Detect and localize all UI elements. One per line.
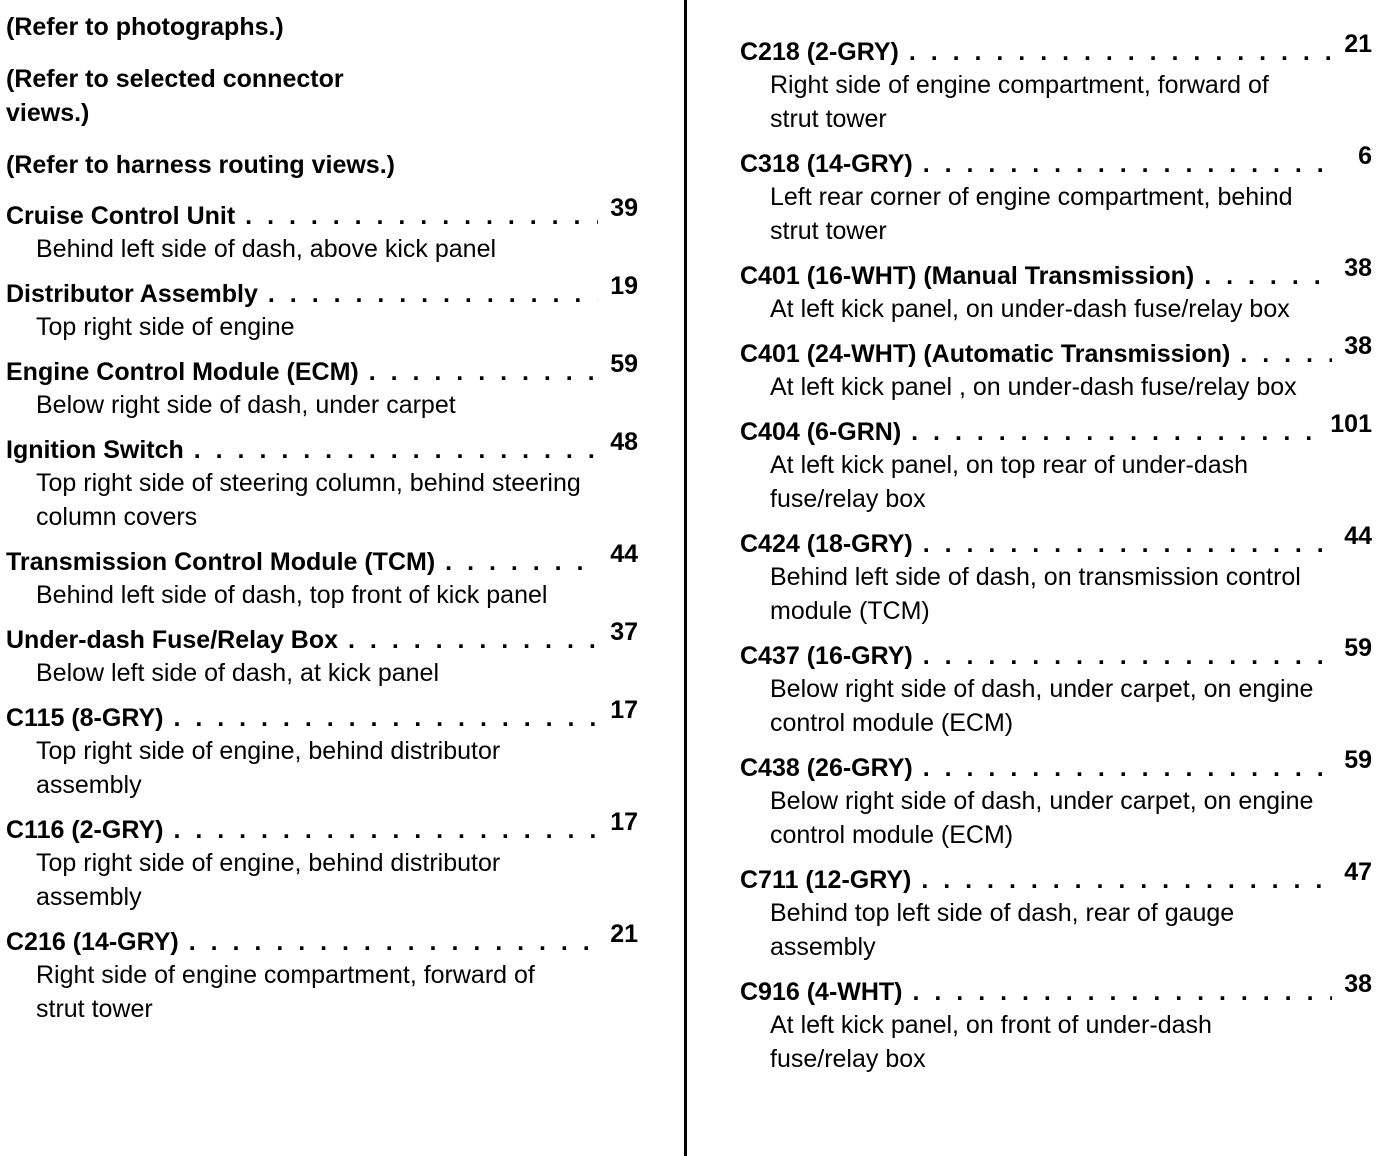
page-number: 38 <box>1344 254 1372 282</box>
left-column <box>6 0 638 1038</box>
index-entry <box>6 350 638 422</box>
index-entry <box>740 410 1372 516</box>
location-description: At left kick panel, on top rear of under-dash fuse/relay box <box>770 451 1249 513</box>
page-number: 59 <box>1344 634 1372 662</box>
location-description: Behind top left side of dash, rear of gauge assembly <box>770 899 1235 961</box>
location-description: At left kick panel, on front of under-dash fuse/relay box <box>770 1011 1212 1073</box>
index-entry <box>740 634 1372 740</box>
dot-leader <box>268 278 598 310</box>
location-description: At left kick panel , on under-dash fuse/relay box <box>770 373 1297 401</box>
index-entry <box>740 522 1372 628</box>
component-name: C437 (16-GRY) <box>740 642 913 670</box>
component-name: C216 (14-GRY) <box>6 928 179 956</box>
location-description: Top right side of steering column, behind steering column covers <box>36 469 581 531</box>
index-entry <box>6 272 638 344</box>
entry-heading <box>740 522 1372 560</box>
entry-heading <box>6 920 638 958</box>
component-name: C916 (4-WHT) <box>740 978 903 1006</box>
index-entry <box>740 332 1372 404</box>
entry-heading <box>6 428 638 466</box>
left-entry-list <box>6 194 638 1026</box>
entry-heading <box>740 142 1372 180</box>
entry-heading <box>740 970 1372 1008</box>
page-number: 21 <box>1344 30 1372 58</box>
entry-heading <box>6 618 638 656</box>
component-name: C401 (16-WHT) (Manual Transmission) <box>740 262 1195 290</box>
entry-heading <box>6 540 638 578</box>
component-name: Cruise Control Unit <box>6 202 236 230</box>
index-entry <box>740 746 1372 852</box>
location-description: Behind left side of dash, on transmission control module (TCM) <box>770 563 1301 625</box>
component-name: Ignition Switch <box>6 436 184 464</box>
index-entry <box>6 194 638 266</box>
component-name: C318 (14-GRY) <box>740 150 913 178</box>
dot-leader <box>923 528 1332 560</box>
dot-leader <box>923 148 1332 180</box>
component-name: C115 (8-GRY) <box>6 704 164 732</box>
entry-heading <box>740 746 1372 784</box>
dot-leader <box>445 546 598 578</box>
page-number: 39 <box>610 194 638 222</box>
component-name: Transmission Control Module (TCM) <box>6 548 436 576</box>
page-number: 38 <box>1344 970 1372 998</box>
dot-leader <box>921 864 1332 896</box>
location-description: Below left side of dash, at kick panel <box>36 659 440 687</box>
index-entry <box>6 540 638 612</box>
component-name: C404 (6-GRN) <box>740 418 902 446</box>
dot-leader <box>1204 260 1332 292</box>
index-entry <box>740 30 1372 136</box>
component-name: C116 (2-GRY) <box>6 816 164 844</box>
location-description: Right side of engine compartment, forward of strut tower <box>770 71 1269 133</box>
entry-heading <box>6 696 638 734</box>
entry-heading <box>740 332 1372 370</box>
dot-leader <box>173 702 598 734</box>
location-description: Left rear corner of engine compartment, behind strut tower <box>770 183 1293 245</box>
component-name: C401 (24-WHT) (Automatic Transmission) <box>740 340 1231 368</box>
index-entry <box>740 254 1372 326</box>
page-number: 59 <box>610 350 638 378</box>
page-number: 59 <box>1344 746 1372 774</box>
component-name: C218 (2-GRY) <box>740 38 899 66</box>
page-number: 17 <box>610 808 638 836</box>
entry-heading <box>6 808 638 846</box>
dot-leader <box>369 356 598 388</box>
dot-leader <box>194 434 598 466</box>
dot-leader <box>173 814 598 846</box>
page-number: 101 <box>1330 410 1372 438</box>
ref-photographs: (Refer to photographs.) <box>6 13 284 41</box>
location-description: Behind left side of dash, above kick panel <box>36 235 497 263</box>
location-description: Below right side of dash, under carpet, on engine control module (ECM) <box>770 787 1314 849</box>
component-name: Engine Control Module (ECM) <box>6 358 359 386</box>
page-number: 44 <box>610 540 638 568</box>
location-description: At left kick panel, on under-dash fuse/relay box <box>770 295 1290 323</box>
page-number: 44 <box>1344 522 1372 550</box>
page-number: 21 <box>610 920 638 948</box>
component-name: C424 (18-GRY) <box>740 530 913 558</box>
dot-leader <box>923 640 1332 672</box>
page-number: 38 <box>1344 332 1372 360</box>
index-entry <box>6 428 638 534</box>
location-description: Top right side of engine, behind distributor assembly <box>36 737 501 799</box>
entry-heading <box>740 254 1372 292</box>
dot-leader <box>189 926 598 958</box>
ref-harness-routing: (Refer to harness routing views.) <box>6 151 395 179</box>
entry-heading <box>740 410 1372 448</box>
component-name: C711 (12-GRY) <box>740 866 912 894</box>
right-entry-list <box>740 30 1372 1076</box>
index-entry <box>740 970 1372 1076</box>
index-entry <box>6 808 638 914</box>
index-entry <box>6 920 638 1026</box>
ref-connector-views: (Refer to selected connector views.) <box>6 65 344 127</box>
location-description: Right side of engine compartment, forward of strut tower <box>36 961 535 1023</box>
index-entry <box>6 696 638 802</box>
dot-leader <box>911 416 1320 448</box>
page-number: 47 <box>1344 858 1372 886</box>
dot-leader <box>348 624 598 656</box>
dot-leader <box>1240 338 1332 370</box>
page-number: 19 <box>610 272 638 300</box>
right-column <box>740 0 1372 1088</box>
index-entry <box>6 618 638 690</box>
page-number: 37 <box>610 618 638 646</box>
page-number: 48 <box>610 428 638 456</box>
entry-heading <box>6 350 638 388</box>
page-number: 17 <box>610 696 638 724</box>
dot-leader <box>913 976 1332 1008</box>
location-description: Top right side of engine, behind distributor assembly <box>36 849 501 911</box>
location-description: Top right side of engine <box>36 313 295 341</box>
index-entry <box>740 142 1372 248</box>
column-divider <box>684 0 687 1156</box>
entry-heading <box>740 858 1372 896</box>
entry-heading <box>740 634 1372 672</box>
location-description: Behind left side of dash, top front of kick panel <box>36 581 548 609</box>
dot-leader <box>245 200 598 232</box>
location-description: Below right side of dash, under carpet <box>36 391 456 419</box>
location-description: Below right side of dash, under carpet, on engine control module (ECM) <box>770 675 1314 737</box>
page-number: 6 <box>1358 142 1372 170</box>
entry-heading <box>740 30 1372 68</box>
component-name: Distributor Assembly <box>6 280 258 308</box>
entry-heading <box>6 194 638 232</box>
entry-heading <box>6 272 638 310</box>
component-name: Under-dash Fuse/Relay Box <box>6 626 339 654</box>
index-entry <box>740 858 1372 964</box>
dot-leader <box>923 752 1332 784</box>
dot-leader <box>909 36 1332 68</box>
component-name: C438 (26-GRY) <box>740 754 913 782</box>
